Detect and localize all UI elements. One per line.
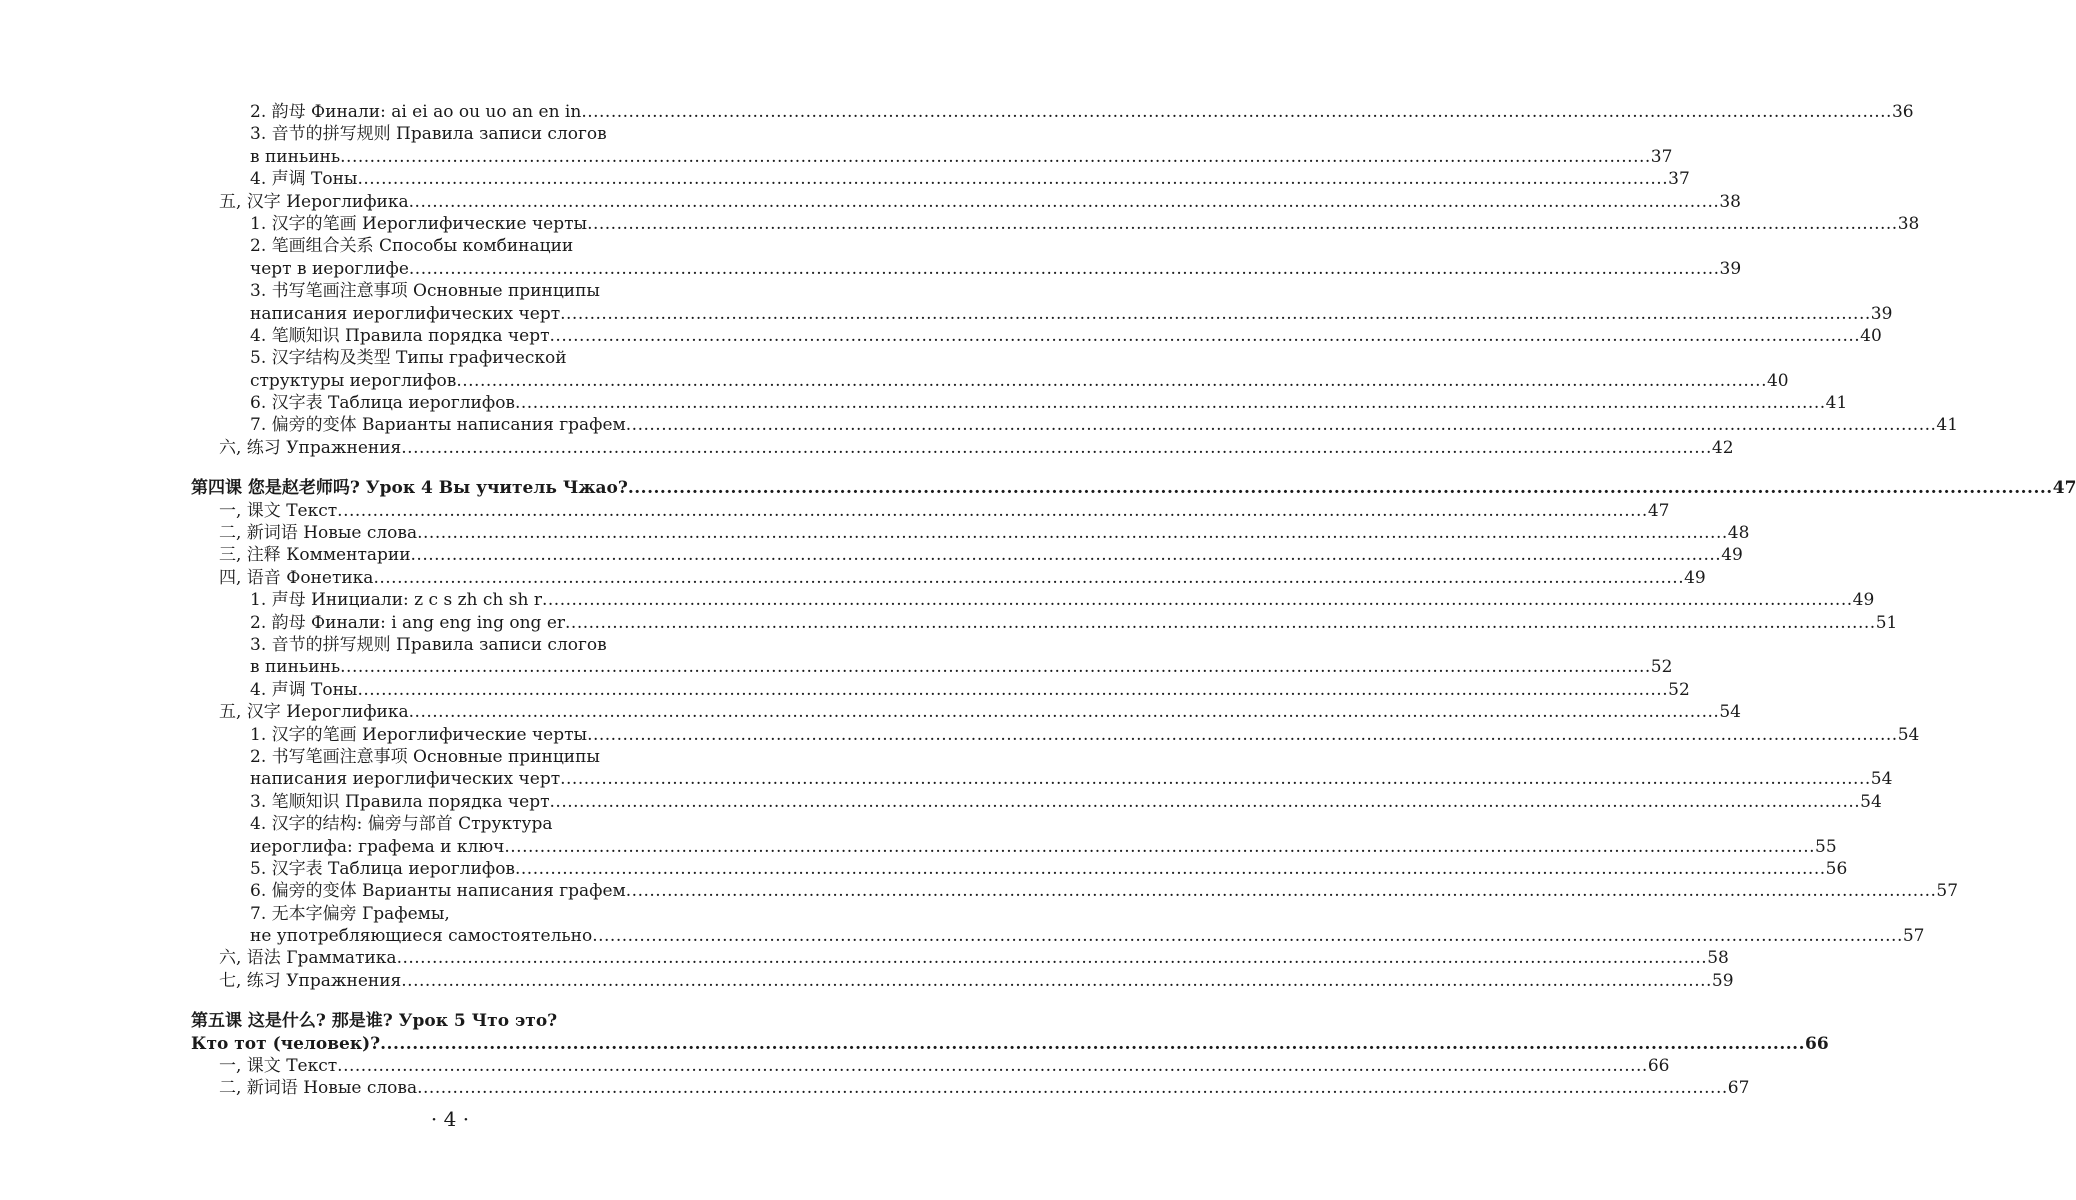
toc-entry-page: 42: [1711, 437, 1734, 458]
toc-leader-dots: [409, 701, 1720, 723]
toc-entry-label: 5. 汉字结构及类型 Типы графической: [250, 348, 567, 369]
toc-entry-page: 36: [1891, 102, 1914, 122]
toc-entry-label: 2. 韵母 Финали: ai ei ao ou uo an en in: [250, 102, 582, 122]
toc-entry: [0, 347, 900, 369]
toc-entry-label: 二, 新词语 Новые слова: [219, 523, 418, 544]
toc-entry-page: 40: [1766, 370, 1789, 391]
toc-entry: [0, 724, 1920, 746]
toc-entry-page: 57: [1936, 881, 1959, 902]
toc-entry-label: в пиньинь: [250, 657, 341, 678]
toc-entry-page: 58: [1707, 948, 1729, 969]
toc-entry: [0, 168, 1690, 190]
toc-entry-page: 56: [1825, 858, 1848, 879]
toc-entry-label: 6. 偏旁的变体 Варианты написания графем: [250, 881, 626, 902]
toc-entry-page: 37: [1668, 169, 1690, 190]
toc-entry-label: 六, 语法 Грамматика: [219, 948, 397, 969]
toc-leader-dots: [456, 370, 1767, 392]
toc-entry-label: 5. 汉字表 Таблица иероглифов: [250, 858, 515, 879]
toc-entry: [0, 1033, 1829, 1055]
toc-entry-page: 48: [1727, 523, 1750, 544]
toc-entry: [0, 303, 1893, 325]
toc-entry: [0, 768, 1893, 790]
toc-entry-label: 6. 汉字表 Таблица иероглифов: [250, 393, 515, 414]
toc-leader-dots: [504, 836, 1815, 858]
toc-entry: [0, 925, 1925, 947]
toc-entry-label: 4. 汉字的结构: 偏旁与部首 Структура: [250, 814, 553, 835]
page-number: · 4 ·: [430, 1107, 470, 1131]
toc-leader-dots: [560, 768, 1871, 790]
toc-entry: [0, 858, 1848, 880]
toc-entry: [0, 191, 1741, 213]
toc-entry-page: 54: [1860, 791, 1882, 812]
toc-leader-dots: [340, 656, 1651, 678]
toc-entry-label: 1. 汉字的笔画 Иероглифические черты: [250, 724, 588, 745]
toc-entry-label: 3. 笔顺知识 Правила порядка черт: [250, 791, 550, 812]
toc-leader-dots: [542, 589, 1853, 611]
toc-entry: [0, 836, 1837, 858]
toc-entry-page: 67: [1727, 1078, 1750, 1099]
toc-leader-dots: [409, 191, 1720, 213]
toc-entry-page: 47: [1647, 500, 1670, 521]
toc-entry-label: 3. 音节的拼写规则 Правила записи слогов: [250, 634, 607, 655]
toc-entry-label: 4. 声调 Тоны: [250, 169, 358, 190]
toc-entry: [0, 280, 900, 302]
toc-leader-dots: [380, 1033, 1805, 1055]
toc-entry-label: 4. 声调 Тоны: [250, 679, 358, 700]
toc-entry-label: 一, 课文 Текст: [219, 500, 338, 521]
toc-leader-dots: [550, 791, 1861, 813]
toc-entry: [0, 544, 1743, 566]
toc-leader-dots: [581, 101, 1892, 123]
toc-entry: [0, 1055, 1670, 1077]
toc-leader-dots: [373, 567, 1684, 589]
toc-leader-dots: [357, 679, 1668, 701]
toc-entry: [0, 414, 1959, 436]
toc-entry-label: написания иероглифических черт: [250, 303, 561, 324]
toc-entry: [0, 567, 1706, 589]
toc-leader-dots: [401, 437, 1712, 459]
toc-entry-label: написания иероглифических черт: [250, 769, 561, 790]
table-of-contents: [0, 101, 2076, 1100]
toc-entry-page: 54: [1719, 702, 1741, 723]
toc-entry-page: 54: [1897, 724, 1920, 745]
toc-entry-page: 52: [1650, 657, 1673, 678]
toc-leader-dots: [626, 880, 1937, 902]
toc-leader-dots: [550, 325, 1861, 347]
toc-leader-dots: [592, 925, 1903, 947]
toc-entry-label: Кто тот (человек)?: [191, 1033, 381, 1054]
toc-entry-label: 4. 笔顺知识 Правила порядка черт: [250, 325, 550, 346]
toc-leader-dots: [587, 213, 1898, 235]
toc-leader-dots: [340, 146, 1651, 168]
toc-entry-label: иероглифа: графема и ключ: [250, 836, 505, 857]
toc-entry-label: 四, 语音 Фонетика: [219, 567, 374, 588]
toc-entry-label: 2. 笔画组合关系 Способы комбинации: [250, 236, 574, 257]
toc-entry-page: 49: [1721, 545, 1743, 566]
toc-entry-label: 2. 书写笔画注意事项 Основные принципы: [250, 746, 600, 767]
toc-entry-page: 39: [1870, 303, 1893, 324]
toc-entry-page: 41: [1825, 393, 1848, 414]
toc-entry: [0, 146, 1673, 168]
toc-entry-page: 52: [1668, 679, 1690, 700]
toc-entry-page: 38: [1897, 213, 1920, 234]
toc-entry: [0, 903, 900, 925]
toc-entry: [0, 791, 1882, 813]
toc-entry-label: 六, 练习 Упражнения: [219, 437, 402, 458]
toc-entry-label: 1. 声母 Инициали: z c s zh ch sh r: [250, 590, 542, 611]
toc-entry: [0, 437, 1734, 459]
toc-entry-label: 第五课 这是什么? 那是谁? Урок 5 Что это?: [191, 1011, 558, 1032]
toc-entry-label: 1. 汉字的笔画 Иероглифические черты: [250, 213, 588, 234]
toc-entry-label: 3. 书写笔画注意事项 Основные принципы: [250, 281, 600, 302]
toc-entry-label: в пиньинь: [250, 146, 341, 167]
toc-entry: [0, 880, 1959, 902]
toc-entry-label: не употребляющиеся самостоятельно: [250, 926, 593, 947]
toc-entry: [0, 612, 1898, 634]
toc-entry: [0, 970, 1734, 992]
toc-entry: [0, 392, 1848, 414]
toc-entry-page: 66: [1805, 1033, 1829, 1054]
toc-entry-label: 3. 音节的拼写规则 Правила записи слогов: [250, 124, 607, 145]
toc-entry-label: 7. 偏旁的变体 Варианты написания графем: [250, 415, 626, 436]
toc-entry: [0, 1010, 900, 1032]
toc-entry-page: 66: [1647, 1056, 1670, 1077]
toc-entry: [0, 123, 900, 145]
toc-entry: [0, 477, 2076, 499]
toc-entry-page: 51: [1875, 612, 1898, 633]
toc-entry: [0, 813, 900, 835]
toc-leader-dots: [357, 168, 1668, 190]
toc-entry: [0, 235, 900, 257]
toc-entry-page: 37: [1650, 146, 1673, 167]
toc-leader-dots: [337, 500, 1648, 522]
toc-leader-dots: [397, 947, 1708, 969]
toc-leader-dots: [565, 612, 1876, 634]
toc-leader-dots: [628, 477, 2053, 499]
toc-leader-dots: [401, 970, 1712, 992]
toc-leader-dots: [515, 392, 1826, 414]
toc-entry-page: 49: [1852, 590, 1875, 611]
toc-entry: [0, 656, 1673, 678]
toc-entry-label: 七, 练习 Упражнения: [219, 970, 402, 991]
toc-entry: [0, 325, 1882, 347]
toc-entry-label: 五, 汉字 Иероглифика: [219, 702, 409, 723]
toc-entry: [0, 746, 900, 768]
toc-leader-dots: [560, 303, 1871, 325]
toc-entry-label: 2. 韵母 Финали: i ang eng ing ong er: [250, 612, 566, 633]
toc-entry: [0, 522, 1750, 544]
toc-leader-dots: [417, 522, 1728, 544]
toc-entry-page: 38: [1719, 191, 1741, 212]
toc-entry: [0, 1077, 1750, 1099]
toc-entry-page: 55: [1815, 836, 1837, 857]
toc-leader-dots: [515, 858, 1826, 880]
toc-entry-label: 二, 新词语 Новые слова: [219, 1078, 418, 1099]
toc-leader-dots: [626, 414, 1937, 436]
toc-leader-dots: [417, 1077, 1728, 1099]
toc-entry: [0, 370, 1789, 392]
toc-entry: [0, 701, 1741, 723]
toc-entry-page: 59: [1711, 970, 1734, 991]
toc-entry: [0, 258, 1742, 280]
toc-entry: [0, 500, 1670, 522]
toc-leader-dots: [411, 544, 1722, 566]
toc-leader-dots: [409, 258, 1720, 280]
toc-entry: [0, 101, 1914, 123]
toc-leader-dots: [337, 1055, 1648, 1077]
toc-entry-label: структуры иероглифов: [250, 370, 457, 391]
toc-entry-label: 一, 课文 Текст: [219, 1056, 338, 1077]
toc-entry-page: 57: [1902, 926, 1925, 947]
toc-leader-dots: [587, 724, 1898, 746]
toc-entry-page: 47: [2052, 478, 2076, 499]
toc-entry: [0, 213, 1920, 235]
toc-entry-page: 39: [1719, 258, 1742, 279]
toc-entry-page: 49: [1684, 567, 1706, 588]
toc-entry-page: 54: [1870, 769, 1893, 790]
toc-entry-label: 7. 无本字偏旁 Графемы,: [250, 903, 450, 924]
toc-entry: [0, 947, 1729, 969]
toc-entry-page: 41: [1936, 415, 1959, 436]
toc-entry-label: 第四课 您是赵老师吗? Урок 4 Вы учитель Чжао?: [191, 478, 628, 499]
toc-entry: [0, 679, 1690, 701]
toc-entry-page: 40: [1860, 325, 1882, 346]
toc-entry-label: 五, 汉字 Иероглифика: [219, 191, 409, 212]
toc-entry: [0, 589, 1875, 611]
toc-entry-label: черт в иероглифе: [250, 258, 409, 279]
toc-entry: [0, 634, 900, 656]
toc-entry-label: 三, 注释 Комментарии: [219, 545, 411, 566]
